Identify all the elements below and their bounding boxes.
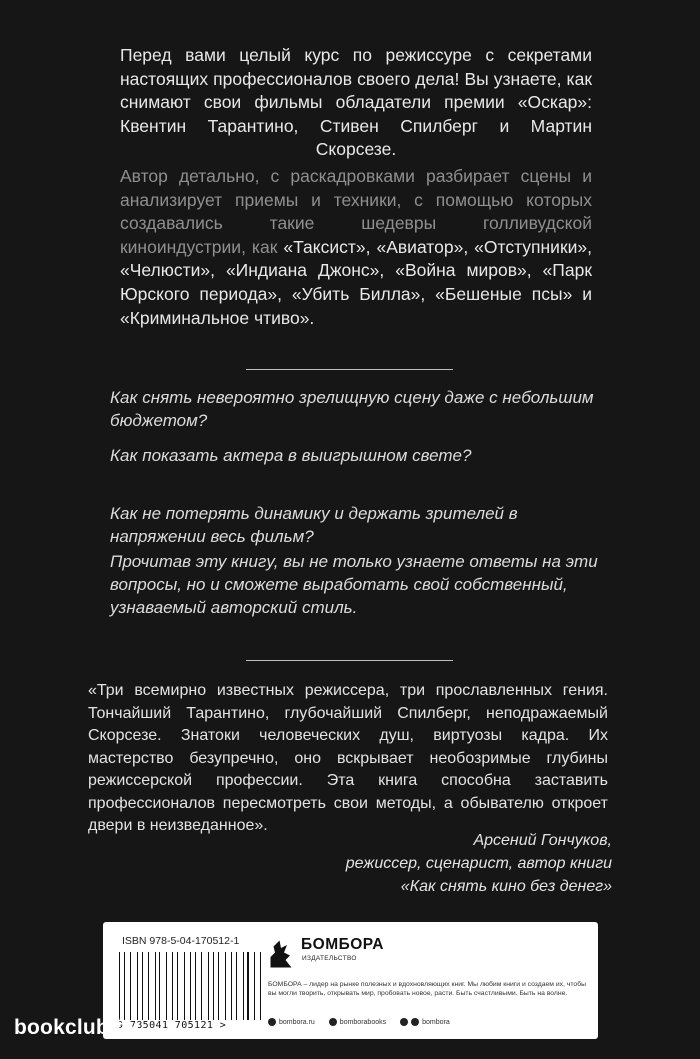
quote-author-book: «Как снять кино без денег» (400, 878, 612, 895)
answer-paragraph: Прочитав эту книгу, вы не только узнаете ответы на эти вопросы, но и сможете выработать свой собственный, узнаваемый авторский стиль. (110, 552, 598, 617)
barcode-bar (199, 952, 200, 1020)
barcode-bar (231, 952, 232, 1020)
barcode-bar (227, 952, 228, 1020)
question-2: Как показать актера в выигрышном свете? (110, 446, 472, 465)
imprint-panel (103, 922, 598, 1039)
barcode-bar (254, 952, 255, 1020)
barcode-digits: 9 785041 705121 > (117, 1020, 227, 1031)
barcode-bar (127, 952, 129, 1020)
social-media[interactable] (400, 1018, 450, 1026)
barcode-bar (137, 952, 138, 1020)
barcode-bar (195, 952, 196, 1020)
barcode-bar (174, 952, 175, 1020)
barcode-bar (166, 952, 167, 1020)
divider-bottom (246, 660, 453, 661)
question-3: Как не потерять динамику и держать зрителей в напряжении весь фильм? (110, 504, 518, 546)
barcode-bar (234, 952, 235, 1020)
barcode-bar (201, 952, 202, 1020)
barcode-bar (257, 952, 258, 1020)
barcode-bar (177, 952, 178, 1020)
youtube-icon (411, 1018, 419, 1026)
social-media-label: bombora (422, 1018, 450, 1026)
intro-paragraph-2 (120, 165, 592, 330)
telegram-icon (400, 1018, 408, 1026)
publisher-tagline: БОМБОРА – лидер на рынке полезных и вдохновляющих книг. Мы любим книги и создаем их, чтобы вы могли творить, открывать мир, пробовать новое, расти. Быть счастливыми. Быть на волне. (268, 981, 586, 997)
social-site-label: bombora.ru (279, 1018, 315, 1026)
barcode-bar (156, 952, 157, 1020)
social-vk-label: bomborabooks (339, 1018, 387, 1026)
barcode-bar (236, 952, 237, 1020)
barcode-bar (148, 952, 149, 1020)
barcode-bar (146, 952, 147, 1020)
barcode-bar (172, 952, 173, 1020)
review-quote: «Три всемирно известных режиссера, три прославленных гения. Тончайший Тарантино, глубочайший Спилберг, неподражаемый Скорсезе. Знатоки человеческих душ, виртуозы кадра. Их мастерство безупречно, оно вскрывает необозримые глубины режиссерской профессии. Эта книга способна заставить профессионалов пересмотреть свои методы, а обывателю откроет двери в неизведанное». (88, 682, 608, 834)
social-site[interactable] (268, 1018, 315, 1026)
barcode-bar (245, 952, 246, 1020)
barcode-bar (213, 952, 214, 1020)
barcode-bar (239, 952, 240, 1020)
film-list: «Таксист», «Авиатор», «Отступники», «Челюсти», «Индиана Джонс», «Война миров», «Парк Юрского периода», «Убить Билла», «Бешеные псы» и «Криминальное чтиво». (120, 236, 592, 328)
barcode-bar (169, 952, 170, 1020)
barcode-bar (203, 952, 205, 1020)
barcode-bar (208, 952, 209, 1020)
barcode-bar (121, 952, 122, 1020)
barcode-bar (119, 952, 120, 1020)
quote-author-role: режиссер, сценарист, автор книги (345, 855, 612, 872)
barcode-bar (130, 952, 131, 1020)
isbn-label: ISBN 978-5-04-170512-1 (122, 935, 240, 947)
barcode (119, 952, 265, 1020)
intro-lead-text: Автор детально, с раскадровками разбирает сцены и анализирует приемы и техники, с помощью которых создавались такие шедевры голливудской киноиндустрии, как (120, 166, 592, 257)
barcode-bar (210, 952, 211, 1020)
publisher-subtitle: ИЗДАТЕЛЬСТВО (302, 955, 357, 962)
question-1: Как снять невероятно зрелищную сцену даже с небольшим бюджетом? (110, 388, 594, 430)
barcode-bar (243, 952, 244, 1020)
barcode-bar (221, 952, 222, 1020)
social-links (268, 1018, 450, 1026)
barcode-bar (124, 952, 125, 1020)
barcode-bar (262, 952, 263, 1020)
site-watermark: bookclub.by (14, 1016, 140, 1039)
barcode-bar (252, 952, 253, 1020)
barcode-bar (139, 952, 140, 1020)
barcode-bar (260, 952, 261, 1020)
barcode-bar (155, 952, 156, 1020)
barcode-bar (184, 952, 185, 1020)
quote-author: Арсений Гончуков, (473, 832, 612, 849)
publisher-name: БОМБОРА (301, 936, 384, 953)
barcode-bar (186, 952, 187, 1020)
barcode-bar (190, 952, 191, 1020)
barcode-bar (181, 952, 183, 1020)
barcode-bar (142, 952, 144, 1020)
barcode-bar (218, 952, 219, 1020)
intro-paragraph-1: Перед вами целый курс по режиссуре с секретами настоящих профессионалов своего дела! Вы узнаете, как снимают свои фильмы обладатели премии «Оскар»: Квентин Тарантино, Стивен Спилберг и Мартин Скорсезе. (120, 45, 592, 160)
globe-icon (268, 1018, 276, 1026)
vk-icon (329, 1018, 337, 1026)
barcode-bar (216, 952, 217, 1020)
barcode-bar (151, 952, 152, 1020)
barcode-bar (225, 952, 227, 1020)
barcode-bar (133, 952, 134, 1020)
bombora-logo-icon (266, 934, 296, 974)
social-vk[interactable] (329, 1018, 386, 1026)
barcode-bar (192, 952, 193, 1020)
divider-top (246, 369, 453, 370)
barcode-bar (163, 952, 165, 1020)
barcode-bar (159, 952, 160, 1020)
barcode-bar (247, 952, 249, 1020)
